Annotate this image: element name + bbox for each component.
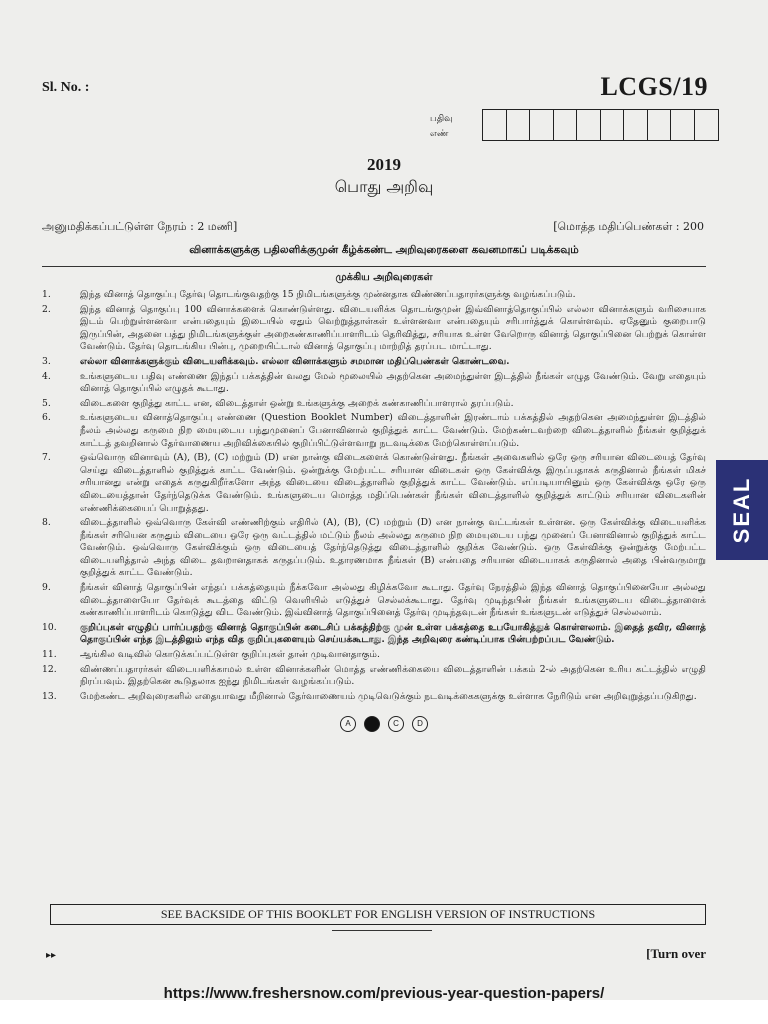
time-allowed: அனுமதிக்கப்பட்டுள்ள நேரம் : 2 மணி] — [42, 220, 238, 233]
instruction-item — [42, 289, 706, 302]
instruction-item — [42, 664, 706, 689]
seal-tab — [716, 460, 768, 560]
short-divider — [332, 930, 432, 931]
instruction-number: 3. — [42, 355, 51, 367]
arrows-icon: ▸▸ — [46, 950, 57, 961]
instruction-item — [42, 398, 706, 411]
turn-over-label: [Turn over — [646, 946, 706, 961]
instruction-number: 7. — [42, 452, 51, 464]
instruction-text: விடைத்தாளில் ஒவ்வொரு கேள்வி எண்ணிற்கும் எதிரில் (A), (B), (C) மற்றும் (D) என நான்கு வட்டங்கள் உள்ளன. ஒரு கேள்விக்கு விடையளிக்க நீங்கள் சரியென கருதும் விடையை ஒரே ஒரு வட்டத்தில் மட்டும் நீலம் அல்லது கருமை நிற மையுடைய பந்து முனைப் பேனாவினால் குறித்துக் காட்ட வேண்டும். ஒவ்வொரு கேள்விக்கும் ஒரு விடையைத் தேர்ந்தெடுத்து விடைத்தாளில் குறிக்க வேண்டும். ஒரு கேள்விக்கு ஒன்றுக்கு மேற்பட்ட விடையளித்தால் அந்த விடை தவறானதாகக் கருதப்படும். உதாரணமாக நீங்கள் (B) என்பதை சரியான விடையாகக் கருதினால் அதை பின்வருமாறு குறித்துக் காட்ட வேண்டும். — [80, 517, 706, 579]
instruction-number: 8. — [42, 517, 51, 529]
register-digit-box[interactable] — [695, 110, 719, 140]
instruction-item — [42, 517, 706, 580]
source-url[interactable]: https://www.freshersnow.com/previous-year-question-papers/ — [163, 985, 605, 1002]
instruction-text: விண்ணப்பதாரர்கள் விடையளிக்காமல் உள்ள வினாக்களின் மொத்த எண்ணிக்கையை விடைத்தாளின் பக்கம் 2-ல் அதற்கென உரிய கட்டத்தில் எழுதி நிரப்பவும். இதற்கென கூடுதலாக ஐந்து நிமிடங்கள் வழங்கப்படும். — [80, 663, 706, 688]
maximum-marks: [மொத்த மதிப்பெண்கள் : 200 — [553, 220, 704, 233]
instruction-number: 11. — [42, 649, 57, 661]
english-version-note: SEE BACKSIDE OF THIS BOOKLET FOR ENGLISH VERSION OF INSTRUCTIONS — [50, 904, 706, 925]
instructions-list — [42, 289, 706, 705]
instruction-number: 12. — [42, 663, 57, 675]
bubble-c: C — [388, 716, 404, 732]
read-instructions-note: வினாக்களுக்கு பதிலளிக்குமுன் கீழ்க்கண்ட அறிவுரைகளை கவனமாகப் படிக்கவும் — [189, 244, 579, 256]
example-answer-bubbles — [0, 716, 768, 732]
instruction-text: உங்களுடைய வினாத்தொகுப்பு எண்ணை (Question Booklet Number) விடைத்தாளின் இரண்டாம் பக்கத்தில் அதற்கென அமைந்துள்ள இடத்தில் நீலம் அல்லது கருமை நிற மையுடைய பந்துமுனைப் பேனாவினால் குறித்துக் காட்ட வேண்டும். மேற்கண்டவற்றை விடைத்தாளில் நீங்கள் குறித்துக் காட்டத் தவறினால் தேர்வாணைய அறிவிக்கையில் குறிப்பிட்டுள்ளவாறு நடவடிக்கை மேற்கொள்ளப்படும். — [80, 412, 706, 449]
register-digit-box[interactable] — [671, 110, 695, 140]
instruction-text: விடைகளை குறித்து காட்ட என, விடைத்தாள் ஒன்று உங்களுக்கு அறைக் கண்காணிப்பாளரால் தரப்படும். — [80, 397, 514, 409]
register-digit-box[interactable] — [530, 110, 554, 140]
bubble-d: D — [412, 716, 428, 732]
bubble-b-filled — [364, 716, 380, 732]
instruction-number: 4. — [42, 370, 51, 382]
instruction-text: குறிப்புகள் எழுதிப் பார்ப்பதற்கு வினாத் தொகுப்பின் கடைசிப் பக்கத்திற்கு முன் உள்ள பக்கத்தை உபயோகித்துக் கொள்ளலாம். இதைத் தவிர, வினாத் தொகுப்பின் எந்த இடத்திலும் எந்த வித குறிப்புகளையும் செய்யக்கூடாது. இந்த அறிவுரை கண்டிப்பாக பின்பற்றப்பட வேண்டும். — [80, 621, 706, 646]
instruction-number: 9. — [42, 582, 51, 594]
register-label-line2: எண் — [430, 129, 449, 139]
instruction-number: 10. — [42, 621, 57, 633]
serial-number-label: Sl. No. : — [42, 80, 90, 95]
exam-year: 2019 — [367, 155, 401, 174]
instruction-text: இந்த வினாத் தொகுப்பு 100 வினாக்களைக் கொண்டுள்ளது. விடையளிக்க தொடங்குமுன் இவ்வினாத்தொகுப்பில் எல்லா வினாக்களும் வரிசையாக இடம் பெற்றுள்ளனவா என்பதையும் இடையில் ஏதும் வெற்றுத்தாள்கள் உள்ளனவா என்பதையும் சரிபார்த்துக் கொள்ளவும். ஏதேனும் குறைபாடு இருப்பின், அதனை பத்து நிமிடங்களுக்குள் அறைகண்காணிப்பாளரிடம் தெரிவித்து, சரியாக உள்ள வேறொரு வினாத் தொகுப்பினை பெற்றுக் கொள்ள வேண்டும். தேர்வு தொடங்கிய பின்பு, முறையிட்டால் வினாத் தொகுப்பு மாற்றித் தரப்பட மாட்டாது. — [80, 303, 706, 353]
instruction-text: மேற்கண்ட அறிவுரைகளில் எதையாவது மீறினால் தேர்வாணையம் முடிவெடுக்கும் நடவடிக்கைகளுக்கு உள்ளாக நேரிடும் என அறிவுறுத்தப்படுகிறது. — [80, 690, 697, 702]
register-digit-box[interactable] — [577, 110, 601, 140]
instruction-item — [42, 622, 706, 647]
register-digit-box[interactable] — [554, 110, 578, 140]
instruction-text: எல்லா வினாக்களுக்கும் விடையளிக்கவும். எல்லா வினாக்களும் சமமான மதிப்பெண்கள் கொண்டவை. — [80, 355, 510, 367]
instruction-item — [42, 356, 706, 369]
booklet-code: LCGS/19 — [600, 72, 708, 101]
instruction-item — [42, 649, 706, 662]
instruction-item — [42, 371, 706, 396]
instruction-item — [42, 412, 706, 450]
register-digit-box[interactable] — [624, 110, 648, 140]
instruction-item — [42, 691, 706, 704]
instruction-text: ஒவ்வொரு வினாவும் (A), (B), (C) மற்றும் (D) என நான்கு விடைகளைக் கொண்டுள்ளது. நீங்கள் அவைகளில் ஒரே ஒரு சரியான விடையைத் தேர்வு செய்து விடைத்தாளில் குறித்துக் காட்ட வேண்டும். ஒன்றுக்கு மேற்பட்ட சரியான விடைகள் ஒரு கேள்விக்கு இருப்பதாகக் கருதினால் நீங்கள் மிகச் சரியானது என்று எதைக் கருதுகிறீர்களோ அந்த விடையை விடைத்தாளில் குறித்துக் காட்ட வேண்டும். எப்படியாயினும் ஒரு கேள்விக்கு ஒரே ஒரு விடையைத்தான் தேர்ந்தெடுக்க வேண்டும். உங்களுடைய மொத்த மதிப்பெண்கள் நீங்கள் விடைத்தாளில் குறித்துக் காட்டும் சரியான விடைகளின் எண்ணிக்கையைப் பொறுத்தது. — [80, 452, 706, 514]
register-number-label — [430, 112, 453, 142]
instruction-text: இந்த வினாத் தொகுப்பு தேர்வு தொடங்குவதற்கு 15 நிமிடங்களுக்கு முன்னதாக விண்ணப்பதாரர்களுக்கு வழங்கப்படும். — [80, 289, 576, 300]
instruction-item — [42, 582, 706, 620]
register-digit-box[interactable] — [648, 110, 672, 140]
instruction-item — [42, 452, 706, 515]
instruction-text: நீங்கள் வினாத் தொகுப்பின் எந்தப் பக்கத்தையும் நீக்கவோ அல்லது கிழிக்கவோ கூடாது. தேர்வு நேரத்தில் இந்த வினாத் தொகுப்பினையோ அல்லது விடைத்தாளையோ தேர்வுக் கூடத்தை விட்டு வெளியில் எடுத்துச் செல்லக்கூடாது. தேர்வு முடிந்தபின் நீங்கள் உங்களுடைய விடைத்தாளைக் கண்காணிப்பாளரிடம் கொடுத்து விட வேண்டும். இவ்வினாத் தொகுப்பினைத் தேர்வு முடிந்தவுடன் நீங்கள் உங்களுடன் எடுத்துச் செல்லலாம். — [80, 582, 706, 619]
instruction-number: 5. — [42, 397, 51, 409]
seal-label: SEAL — [729, 476, 754, 544]
instruction-number: 1. — [42, 289, 51, 300]
instruction-number: 13. — [42, 690, 57, 702]
divider — [42, 266, 706, 267]
instruction-text: உங்களுடைய பதிவு எண்ணை இந்தப் பக்கத்தின் வலது மேல் மூலையில் அதற்கென அமைந்துள்ள இடத்தில் நீங்கள் எழுத வேண்டும். வேறு எதையும் வினாத் தொகுப்பில் எழுதக் கூடாது. — [80, 370, 706, 395]
register-digit-box[interactable] — [507, 110, 531, 140]
register-digit-box[interactable] — [483, 110, 507, 140]
register-label-line1: பதிவு — [430, 114, 453, 124]
register-number-boxes — [482, 109, 719, 141]
instruction-text: ஆங்கில வடிவில் கொடுக்கப்பட்டுள்ள குறிப்புகள் தான் முடிவானதாகும். — [80, 649, 380, 661]
instructions-heading: முக்கிய அறிவுரைகள் — [335, 272, 433, 283]
instruction-number: 6. — [42, 412, 51, 424]
subject-title: பொது அறிவு — [334, 177, 434, 196]
register-digit-box[interactable] — [601, 110, 625, 140]
bubble-a: A — [340, 716, 356, 732]
instruction-number: 2. — [42, 303, 51, 315]
instruction-item — [42, 304, 706, 354]
